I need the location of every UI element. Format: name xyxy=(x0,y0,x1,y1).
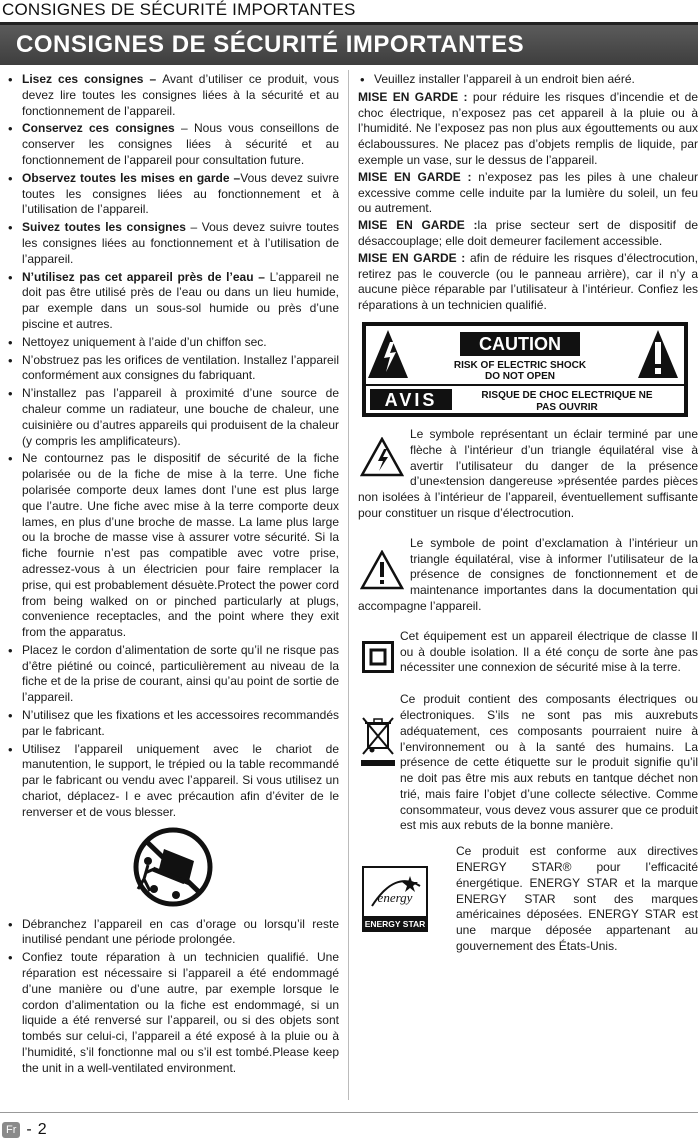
exclamation-description: Le symbole de point d’exclamation à l’intérieur un triangle équilatéral, vise à informer l’utilisateur de la présence de consignes de fonctionnement et de maintenance importantes dans la documentation qui accompagne l’appareil. xyxy=(358,535,698,613)
list-item: • Confiez toute réparation à un technicien qualifié. Une réparation est nécessaire si l’appareil a été endommagé d’une manière ou d’une autre, par exemple lorsque le cordon d’alimentation ou la fiche est endommagé, si un liquide a été renversé sur l’appareil, ou si des objets sont tombés sur celui-ci, l’appareil a été exposé à la pluie ou à l’humidité, s’il fonctionne mal ou s’il est tombé.Please keep the unit in a well-ventilated environment. xyxy=(6,950,339,1076)
running-header: CONSIGNES DE SÉCURITÉ IMPORTANTES xyxy=(2,0,356,19)
energy-star-block xyxy=(358,844,698,955)
column-divider xyxy=(348,70,349,1100)
list-item: • N’obstruez pas les orifices de ventilation. Installez l’appareil conformément aux consignes du fabriquant. xyxy=(6,353,339,385)
avis-word: AVIS xyxy=(384,389,438,410)
class-ii-block xyxy=(358,629,698,676)
weee-description: Ce produit contient des composants électriques ou électroniques. S’ils ne sont pas mis auxrebuts adéquatement, ces composants pourraient nuire à l’environnement ou à la santé des humains. La présence de cette étiquette sur le produit signifie qu’il ne doit pas être mis aux rebuts en tantque déchet non trié, mais faire l’objet d’une collecte sélective. Comme consommateur, vous devez vous assurer que ce produit est mis aux rebuts de la bonne manière. xyxy=(400,692,698,833)
caution-line-2: DO NOT OPEN xyxy=(484,370,556,382)
caution-word: CAUTION xyxy=(479,333,561,354)
avis-line-1: RISQUE DE CHOC ELECTRIQUE NE xyxy=(481,389,653,401)
warning-paragraph: MISE EN GARDE : pour réduire les risques d’incendie et de choc électrique, n’exposez pas cet appareil à la pluie ou à l’humidité. Ne l’exposez pas non plus aux égouttements ou aux éclaboussures. Ne placez pas d’objets remplis de liquide, par exemple un vase, sur le dessus de l’appareil. xyxy=(358,89,698,167)
double-insulation-icon xyxy=(362,641,394,673)
list-item: • Suivez toutes les consignes – Vous devez suivre toutes les consignes liées au fonctionnement et à l’utilisation de l’appareil. xyxy=(6,220,339,267)
page-separator: - xyxy=(26,1121,32,1138)
caution-line-1: RISK OF ELECTRIC SHOCK xyxy=(453,359,587,371)
list-item: • N’utilisez que les fixations et les accessoires recommandés par le fabricant. xyxy=(6,708,339,740)
warning-paragraph: MISE EN GARDE : n’exposez pas les piles à une chaleur excessive comme celle induite par la lumière du soleil, un feu ou autrement. xyxy=(358,169,698,216)
caution-label xyxy=(362,322,688,417)
list-item: • Ne contournez pas le dispositif de sécurité de la fiche polarisée ou de la fiche de mise à la terre. Une fiche polarisée comporte deux lames dont l’une est plus large que l’autre. Une fiche avec mise à la terre comporte deux lames, en plus d’une broche de masse. La lame plus large ou la broche de masse vise à assurer votre sécurité. Si la fiche fournie n’est pas compatible avec votre prise, adressez-vous à un électricien pour faire remplacer la prise, qui est probablement désuète.Protect the power cord from being walked on or pinched particularly at plugs, convenience receptacles, and the point where they exit from the apparatus. xyxy=(6,451,339,641)
cart-tip-over-warning-icon xyxy=(118,827,228,907)
weee-block xyxy=(358,692,698,834)
svg-text:energy: energy xyxy=(377,890,413,906)
list-item: • N’utilisez pas cet appareil près de l’eau – L’appareil ne doit pas être utilisé près de l’eau ou dans un lieu humide, par exemple dans un sous-sol humide ou près d’une piscine et autres. xyxy=(6,270,339,333)
list-item: • Veuillez installer l’appareil à un endroit bien aéré. xyxy=(358,72,698,88)
language-badge: Fr xyxy=(2,1122,20,1138)
crossed-bin-icon xyxy=(360,714,396,768)
ventilation-list xyxy=(358,72,698,88)
page-number: 2 xyxy=(37,1121,47,1138)
safety-list xyxy=(6,72,339,821)
list-item: • Utilisez l’appareil uniquement avec le chariot de manutention, le support, le trépied ou la table recommandé par le fabricant ou vendu avec l’appareil. Si vous utilisez un chariot, déplacez- l e avec précaution afin d’éviter de le renverser et de vous blesser. xyxy=(6,742,339,821)
svg-text:ENERGY STAR: ENERGY STAR xyxy=(364,919,426,930)
exclamation-triangle-icon xyxy=(360,550,404,590)
right-column xyxy=(358,72,698,965)
list-item: • Nettoyez uniquement à l’aide d’un chiffon sec. xyxy=(6,335,339,351)
avis-line-2: PAS OUVRIR xyxy=(536,401,598,413)
lightning-triangle-icon xyxy=(360,437,404,477)
class-ii-description: Cet équipement est un appareil électrique de classe II ou à double isolation. Il a été conçu de sorte àne pas nécessiter une connexion de sécurité mise à la terre. xyxy=(400,628,698,675)
footer-rule xyxy=(0,1112,698,1113)
warning-paragraph: MISE EN GARDE : afin de réduire les risques d’électrocution, retirez pas le couvercle (ou le panneau arrière), car il n’y a aucune pièce réparable par l’utilisateur à l’intérieur. Confiez les réparations à un technicien qualifié. xyxy=(358,250,698,313)
safety-list-continued xyxy=(6,917,339,1077)
lightning-description: Le symbole représentant un éclair terminé par une flèche à l’intérieur d’un triangle équilatéral vise à avertir l’utilisateur du danger de la présence d’une«tension dangereuse »présentée pardes pièces non isolées à l’intérieur de l’appareil, éventuellement suffisante pour constituer un risque d’électrocution. xyxy=(358,426,698,520)
list-item: • Observez toutes les mises en garde –Vous devez suivre toutes les consignes liées au fonctionnement et à l’utilisation de l’appareil. xyxy=(6,171,339,218)
list-item: • Débranchez l’appareil en cas d’orage ou lorsqu’il reste inutilisé pendant une période prolongée. xyxy=(6,917,339,949)
lightning-symbol-block xyxy=(358,427,698,522)
list-item: • Conservez ces consignes – Nous vous conseillons de conserver les consignes liées à sécurité et au fonctionnement de l’appareil pour consultation future. xyxy=(6,121,339,168)
title-band xyxy=(0,22,698,65)
exclamation-symbol-block xyxy=(358,536,698,615)
list-item: • Lisez ces consignes – Avant d’utiliser ce produit, vous devez lire toutes les consignes liées à la sécurité et au fonctionnement de l’appareil. xyxy=(6,72,339,119)
page-title: CONSIGNES DE SÉCURITÉ IMPORTANTES xyxy=(16,31,525,58)
list-item: • N’installez pas l’appareil à proximité d’une source de chaleur comme un radiateur, une bouche de chaleur, une cuisinière ou d’autres appareils qui produisent de la chaleur (y compris les amplificateurs). xyxy=(6,386,339,449)
list-item: • Placez le cordon d’alimentation de sorte qu’il ne risque pas d’être piétiné ou coincé, particulièrement au niveau de la fiche et de la prise de courant, ainsi qu’au point de sortie de l’appareil. xyxy=(6,643,339,706)
page-footer xyxy=(2,1121,47,1139)
energy-star-logo xyxy=(362,866,428,932)
energy-star-description: Ce produit est conforme aux directives ENERGY STAR® pour l’efficacité énergétique. ENERGY STAR et la marque ENERGY STAR sont des marques américaines déposées. ENERGY STAR est une marque déposée appartenant au gouvernement des États-Unis. xyxy=(456,844,698,954)
left-column xyxy=(6,72,339,1079)
warning-paragraph: MISE EN GARDE :la prise secteur sert de dispositif de désaccouplage; elle doit demeurer facilement accessible. xyxy=(358,218,698,248)
